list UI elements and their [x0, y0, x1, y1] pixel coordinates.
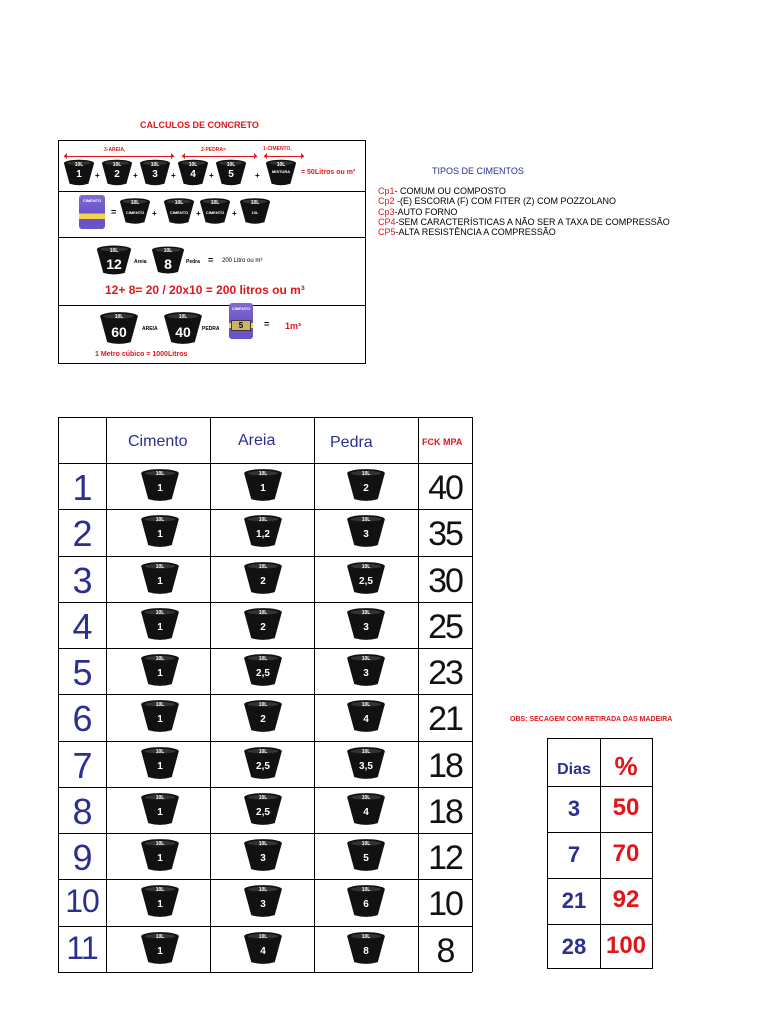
cimento-qty: 1 — [157, 483, 163, 494]
bucket-cap: 10L — [155, 471, 165, 477]
bucket-cap: 10L — [361, 702, 371, 709]
pct-value: 92 — [612, 886, 640, 913]
cimento-bucket-icon — [140, 746, 180, 780]
pedra-arrow — [182, 156, 257, 157]
pedra-bucket-icon — [163, 311, 203, 345]
header-fck: FCK MPA — [422, 437, 463, 447]
fck-value: 18 — [428, 792, 462, 831]
areia-bucket-icon — [243, 468, 283, 502]
tipo-text: - COMUM OU COMPOSTO — [394, 186, 506, 196]
pedra-qty: 4 — [363, 806, 369, 818]
cement-bucket-icon — [163, 197, 195, 225]
pedra-bucket-icon — [151, 245, 185, 275]
plus-sign: + — [255, 171, 260, 180]
areia-bucket-icon — [243, 607, 283, 641]
fck-value: 35 — [428, 515, 462, 554]
row-number: 3 — [72, 559, 92, 601]
areia-bucket-icon — [243, 561, 283, 595]
plus-sign: + — [171, 171, 176, 180]
pedra-qty: 8 — [164, 256, 172, 272]
pedra-bucket-icon — [346, 514, 386, 548]
dias-value: 21 — [561, 888, 587, 913]
table-row-divider — [58, 648, 472, 649]
areia-label: AREIA — [142, 326, 158, 332]
fck-value: 40 — [428, 469, 462, 507]
pct-value: 100 — [605, 932, 647, 959]
obs-note — [510, 716, 672, 723]
calc-divider — [59, 237, 365, 238]
bag-brand: CIMENTO — [82, 198, 102, 203]
bucket-cap: 10L — [258, 794, 268, 801]
fck-value: 25 — [428, 607, 462, 646]
bucket-cap: 10L — [258, 563, 268, 570]
areia-bucket-icon — [243, 699, 283, 733]
cimento-qty: 1 — [157, 899, 163, 911]
pedra-bucket-icon — [346, 746, 386, 780]
bucket-cap: 10L — [258, 702, 268, 709]
plus-sign: + — [232, 209, 237, 218]
cimento-bucket-icon — [140, 884, 180, 918]
table-border — [58, 417, 472, 418]
row-number: 10 — [65, 883, 99, 920]
cement-bucket-icon — [199, 197, 231, 225]
pedra-bucket-icon — [346, 653, 386, 687]
bucket-cap: 10L — [361, 656, 371, 663]
areia-qty: 4 — [260, 945, 266, 957]
areia-qty: 1,2 — [256, 529, 270, 541]
dias-divider — [548, 832, 652, 833]
row-number: 8 — [72, 790, 92, 832]
pedra-bucket-icon — [346, 884, 386, 918]
areia-bucket-icon — [243, 838, 283, 872]
tipos-title: TIPOS DE CIMENTOS — [432, 166, 524, 176]
tipo-code: Cp3 — [378, 206, 395, 217]
header-cimento: Cimento — [128, 433, 188, 450]
plus-sign: + — [196, 209, 201, 218]
plus-sign: + — [95, 171, 100, 180]
mix-bucket-qty: 3 — [152, 169, 158, 180]
cimento-bucket-icon — [140, 514, 180, 548]
mix-bucket-qty: 1 — [76, 169, 82, 180]
tipo-item — [378, 196, 670, 206]
bucket-cap: 10L — [276, 162, 286, 168]
cimento-qty: 1 — [157, 853, 163, 865]
tipo-code: Cp2 — [378, 196, 395, 207]
pedra-qty: 3,5 — [359, 760, 373, 772]
bucket-cap: 10L — [361, 933, 371, 940]
bucket-cap: 10L — [258, 656, 268, 663]
cimento-arrow — [264, 156, 304, 157]
cimento-qty: 1 — [157, 668, 163, 680]
bucket-cap: 10L — [130, 200, 140, 206]
bucket-cap: 10L — [188, 162, 198, 168]
tipo-text: -(E) ESCORIA (F) COM FITER (Z) COM POZZOLANO — [394, 196, 617, 207]
areia-qty: 2,5 — [256, 668, 270, 680]
mix-bucket-icon — [139, 159, 171, 186]
header-areia: Areia — [238, 432, 276, 449]
bucket-cap: 10L — [258, 609, 268, 616]
bucket-cap: 10L — [163, 248, 173, 254]
pedra-qty: 3 — [363, 668, 369, 680]
table-row-divider — [58, 509, 472, 510]
table-row-divider — [58, 787, 472, 788]
mix-bucket-icon — [101, 159, 133, 186]
table-row-divider — [58, 741, 472, 742]
calc-divider — [59, 305, 365, 306]
table-row-divider — [58, 694, 472, 695]
row-number: 1 — [72, 467, 92, 508]
pedra-bucket-icon — [346, 838, 386, 872]
table-row-divider — [58, 602, 472, 603]
cement-bucket-qty: CIMENTO — [205, 210, 225, 215]
areia-qty: 2 — [260, 714, 266, 726]
tipo-text: -AUTO FORNO — [394, 206, 458, 217]
cimento-bucket-icon — [140, 792, 180, 826]
bucket-cap: 10L — [155, 794, 165, 801]
bucket-cap: 10L — [361, 609, 371, 616]
cement-bag-icon — [79, 195, 105, 229]
areia-bucket-icon — [99, 311, 139, 345]
pedra-bucket-icon — [346, 561, 386, 595]
bucket-cap: 10L — [258, 841, 268, 848]
areia-qty: 60 — [111, 324, 127, 340]
bucket-cap: 10L — [361, 517, 371, 524]
cement-bucket-qty: CIMENTO — [169, 210, 189, 215]
bag-qty: 5 — [231, 320, 251, 331]
cimento-arrow-label: 1-CIMENTO, — [263, 146, 292, 152]
bucket-cap: 10L — [155, 887, 165, 894]
bucket-cap: 10L — [155, 748, 165, 755]
header-pedra: Pedra — [330, 434, 373, 451]
dias-divider — [548, 924, 652, 925]
pct-value: 70 — [612, 840, 640, 867]
cimento-bucket-icon — [140, 699, 180, 733]
bucket-cap: 10L — [361, 471, 371, 477]
fck-value: 12 — [428, 839, 462, 878]
bag-brand: CIMENTO — [231, 306, 251, 311]
bucket-cap: 10L — [155, 933, 165, 940]
cimento-qty: 1 — [157, 575, 163, 587]
cimento-qty: 1 — [157, 529, 163, 541]
tipo-text: -SEM CARACTERÍSTICAS A NÃO SER A TAXA DE COMPRESSÃO — [395, 216, 670, 227]
bucket-cap: 10L — [361, 841, 371, 848]
bucket-cap: 10L — [155, 656, 165, 663]
bucket-cap: 10L — [155, 517, 165, 524]
tipo-item — [378, 217, 670, 227]
tipos-list — [378, 186, 670, 237]
areia-label: Areia — [134, 259, 147, 265]
pedra-bucket-icon — [346, 792, 386, 826]
pedra-qty: 6 — [363, 899, 369, 911]
table-border — [58, 972, 472, 973]
areia-arrow-label: 3-AREIA, — [104, 147, 126, 153]
tipo-item — [378, 227, 670, 237]
formula-text: 12+ 8= 20 / 20x10 = 200 litros ou m³ — [105, 283, 305, 297]
bucket-cap: 10L — [258, 517, 268, 524]
areia-bucket-icon — [243, 792, 283, 826]
areia-qty: 2,5 — [256, 760, 270, 772]
bucket-cap: 10L — [74, 162, 84, 168]
mix-bucket-qty: MISTURA — [271, 169, 291, 174]
row-number: 9 — [72, 837, 92, 879]
mix-bucket-icon — [63, 159, 95, 186]
mix-bucket-qty: 4 — [190, 169, 196, 180]
cimento-bucket-icon — [140, 561, 180, 595]
mix-bucket-qty: 2 — [114, 169, 120, 180]
tipo-code: Cp1 — [378, 186, 395, 196]
row3-result: 200 Litro ou m³ — [222, 258, 263, 264]
areia-bucket-icon — [243, 931, 283, 965]
areia-bucket-icon — [243, 514, 283, 548]
bucket-cap: 10L — [250, 200, 260, 206]
fck-value: 23 — [428, 654, 462, 693]
fck-value: 18 — [428, 746, 462, 785]
pedra-bucket-icon — [346, 931, 386, 965]
pedra-qty: 4 — [363, 714, 369, 726]
pedra-arrow-label: 2-PEDRA= — [201, 147, 226, 153]
tipo-code: CP4 — [378, 216, 396, 227]
mix-bucket-qty: 5 — [228, 169, 234, 180]
bucket-cap: 10L — [361, 794, 371, 801]
bucket-cap: 10L — [210, 200, 220, 206]
equals-sign: = — [264, 319, 270, 329]
pedra-qty: 2 — [363, 483, 369, 494]
areia-bucket-icon — [243, 653, 283, 687]
bucket-cap: 10L — [150, 162, 160, 168]
bucket-cap: 10L — [226, 162, 236, 168]
tipo-item — [378, 207, 670, 217]
fck-value: 30 — [428, 561, 462, 600]
row4-result: 1m³ — [285, 321, 302, 331]
bucket-cap: 10L — [155, 702, 165, 709]
cimento-qty: 1 — [157, 806, 163, 818]
pedra-label: PEDRA — [202, 326, 220, 332]
mix-bucket-icon — [265, 159, 297, 186]
bucket-cap: 10L — [258, 471, 268, 477]
bucket-cap: 10L — [155, 563, 165, 570]
bucket-cap: 10L — [109, 248, 119, 254]
pedra-qty: 40 — [175, 324, 191, 340]
pedra-bucket-icon — [346, 468, 386, 502]
pedra-qty: 3 — [363, 621, 369, 633]
pedra-qty: 3 — [363, 529, 369, 541]
mix-table — [58, 417, 472, 972]
obs-text: : SECAGEM COM RETIRADA DAS MADEIRA — [525, 716, 673, 723]
pedra-label: Pedra — [186, 259, 200, 265]
areia-qty: 2 — [260, 575, 266, 587]
calc-divider — [59, 191, 365, 192]
row-number: 2 — [72, 513, 92, 555]
dias-header: Dias — [557, 761, 591, 778]
pedra-qty: 5 — [363, 853, 369, 865]
cement-bucket-icon — [119, 197, 151, 225]
cimento-qty: 1 — [157, 714, 163, 726]
cimento-qty: 1 — [157, 945, 163, 957]
pedra-qty: 8 — [363, 945, 369, 957]
areia-qty: 3 — [260, 853, 266, 865]
areia-bucket-icon — [243, 746, 283, 780]
bucket-cap: 10L — [114, 314, 124, 320]
row-number: 4 — [72, 605, 92, 647]
dias-divider — [548, 786, 652, 787]
bucket-cap: 10L — [258, 933, 268, 940]
cement-bucket-qty: CIMENTO — [125, 210, 145, 215]
calc-title: CALCULOS DE CONCRETO — [140, 120, 259, 130]
pct-header: % — [614, 751, 638, 781]
cement-bucket-icon — [239, 197, 271, 225]
pedra-qty: 2,5 — [359, 575, 373, 587]
areia-bucket-icon — [95, 245, 133, 275]
bucket-cap: 10L — [155, 609, 165, 616]
tipo-code: CP5 — [378, 227, 396, 238]
areia-qty: 2,5 — [256, 806, 270, 818]
calc-box — [58, 140, 366, 364]
areia-bucket-icon — [243, 884, 283, 918]
row-number: 7 — [72, 744, 92, 786]
areia-qty: 12 — [106, 256, 122, 272]
plus-sign: + — [209, 171, 214, 180]
cement-bucket-qty: 10L — [251, 210, 259, 215]
cement-bag-icon — [229, 303, 253, 339]
pedra-bucket-icon — [346, 699, 386, 733]
areia-qty: 1 — [260, 483, 266, 494]
dias-value: 28 — [561, 934, 587, 959]
table-row-divider — [58, 926, 472, 927]
areia-arrow — [64, 156, 174, 157]
cimento-bucket-icon — [140, 607, 180, 641]
dias-value: 3 — [567, 796, 581, 821]
bucket-cap: 10L — [258, 887, 268, 894]
cimento-bucket-icon — [140, 653, 180, 687]
bucket-cap: 10L — [258, 748, 268, 755]
equals-sign: = — [208, 255, 214, 265]
dias-value: 7 — [567, 842, 581, 867]
cimento-bucket-icon — [140, 468, 180, 502]
bucket-cap: 10L — [178, 314, 188, 320]
row-number: 5 — [72, 652, 92, 694]
fck-value: 8 — [436, 931, 454, 970]
cimento-bucket-icon — [140, 838, 180, 872]
cimento-bucket-icon — [140, 931, 180, 965]
curing-table — [547, 738, 653, 969]
bucket-cap: 10L — [361, 887, 371, 894]
dias-divider — [548, 878, 652, 879]
plus-sign: + — [133, 171, 138, 180]
bucket-cap: 10L — [361, 563, 371, 570]
equals-sign: = — [111, 207, 117, 217]
table-border — [472, 417, 473, 972]
fck-value: 10 — [428, 885, 462, 924]
pct-value: 50 — [612, 794, 640, 821]
plus-sign: + — [152, 209, 157, 218]
row-number: 11 — [66, 929, 98, 966]
mix-bucket-icon — [177, 159, 209, 186]
cimento-qty: 1 — [157, 760, 163, 772]
table-row-divider — [58, 463, 472, 464]
bucket-cap: 10L — [174, 200, 184, 206]
mix-bucket-icon — [215, 159, 247, 186]
cubic-meter-note: 1 Metro cúbico = 1000Litros — [95, 351, 188, 358]
pedra-bucket-icon — [346, 607, 386, 641]
row-number: 6 — [72, 698, 92, 740]
mix-result-text: = 50Litros ou m³ — [301, 169, 356, 176]
obs-label: OBS — [510, 716, 526, 723]
fck-value: 21 — [428, 700, 462, 739]
bucket-cap: 10L — [155, 841, 165, 848]
areia-qty: 2 — [260, 621, 266, 633]
cimento-qty: 1 — [157, 621, 163, 633]
table-row-divider — [58, 556, 472, 557]
areia-qty: 3 — [260, 899, 266, 911]
tipo-item — [378, 186, 670, 196]
bucket-cap: 10L — [361, 748, 371, 755]
tipo-text: -ALTA RESISTÊNCIA A COMPRESSÃO — [395, 227, 556, 238]
bucket-cap: 10L — [112, 162, 122, 168]
table-row-divider — [58, 833, 472, 834]
table-row-divider — [58, 879, 472, 880]
